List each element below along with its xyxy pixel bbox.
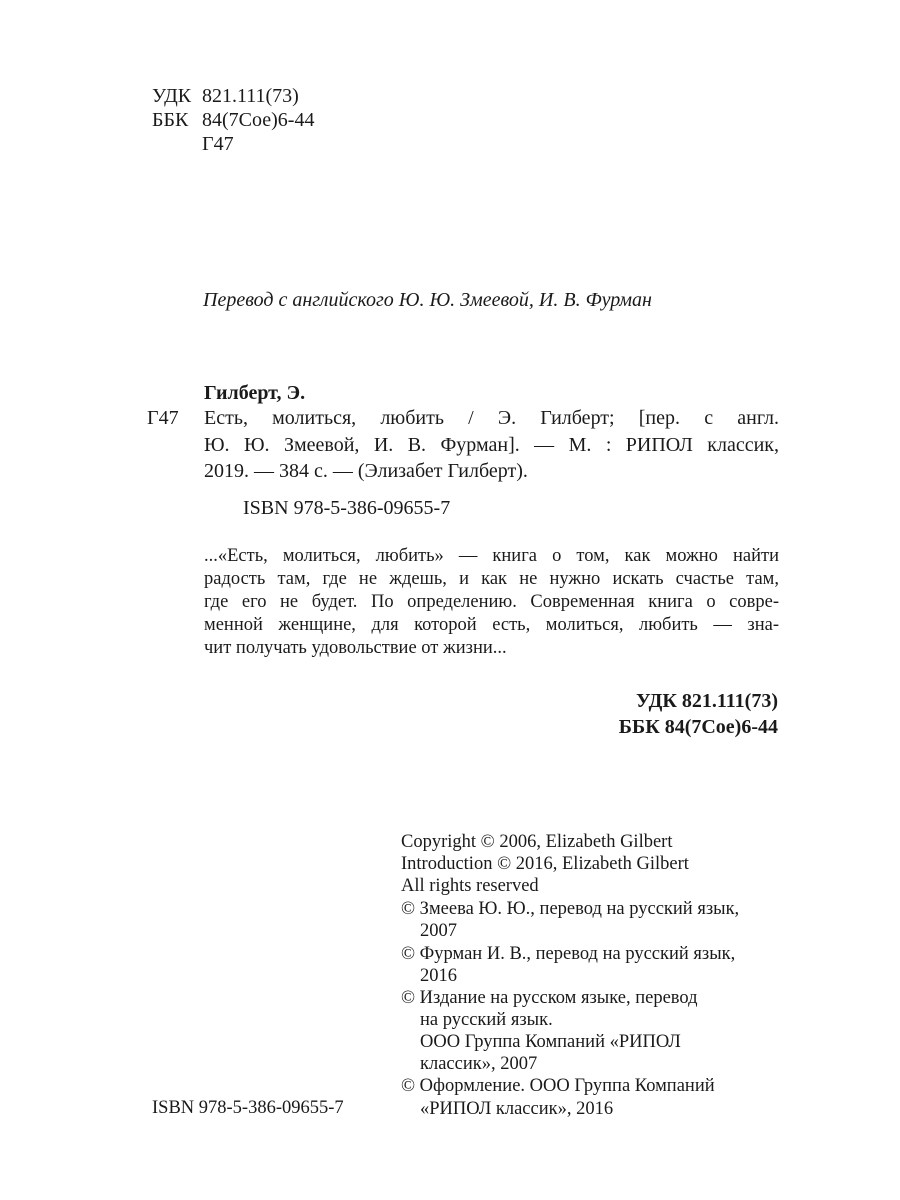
catalog-line-2: Ю. Ю. Змеевой, И. В. Фурман]. — М. : РИПОЛ классик, [204,434,779,456]
catalog-heading: Гилберт, Э. [204,382,306,404]
catalog-line-1: Есть, молиться, любить / Э. Гилберт; [пер. с англ. [204,407,779,429]
annotation-line-1: ...«Есть, молиться, любить» — книга о том, как можно найти [204,546,779,566]
copyright-line: © Оформление. ООО Группа Компаний [401,1076,715,1096]
copyright-line: Copyright © 2006, Elizabeth Gilbert [401,832,673,852]
copyright-line: на русский язык. [420,1010,553,1030]
udk-value: 821.111(73) [202,85,299,107]
copyright-line: 2016 [420,966,457,986]
udk-top [152,84,299,108]
author-mark-top [152,132,234,156]
bbk-top [152,108,314,132]
udk-right: УДК 821.111(73) [635,690,778,712]
isbn-bottom: ISBN 978-5-386-09655-7 [152,1098,344,1118]
copyright-line: ООО Группа Компаний «РИПОЛ [420,1032,681,1052]
bbk-label: ББК [152,109,189,131]
catalog-code: Г47 [147,407,179,429]
copyright-line: © Змеева Ю. Ю., перевод на русский язык, [401,899,740,919]
udk-label: УДК [152,85,192,107]
copyright-line: © Издание на русском языке, перевод [401,988,698,1008]
annotation-line-3: где его не будет. По определению. Современная книга о совре- [204,592,779,612]
copyright-line: All rights reserved [401,876,539,896]
catalog-line-3: 2019. — 384 с. — (Элизабет Гилберт). [204,460,528,482]
copyright-line: 2007 [420,921,457,941]
copyright-line: © Фурман И. В., перевод на русский язык, [401,944,736,964]
annotation-line-4: менной женщине, для которой есть, молиться, любить — зна- [204,615,779,635]
copyright-line: классик», 2007 [420,1054,538,1074]
copyright-line: Introduction © 2016, Elizabeth Gilbert [401,854,689,874]
author-mark-value: Г47 [202,133,234,155]
catalog-isbn: ISBN 978-5-386-09655-7 [243,497,451,519]
bbk-value: 84(7Сое)6-44 [202,109,315,131]
translation-credit: Перевод с английского Ю. Ю. Змеевой, И. В. Фурман [203,289,652,311]
copyright-line: «РИПОЛ классик», 2016 [420,1099,614,1119]
bbk-right: ББК 84(7Сое)6-44 [618,716,778,738]
annotation-line-5: чит получать удовольствие от жизни... [204,638,507,658]
annotation-line-2: радость там, где не ждешь, и как не нужно искать счастье там, [204,569,779,589]
